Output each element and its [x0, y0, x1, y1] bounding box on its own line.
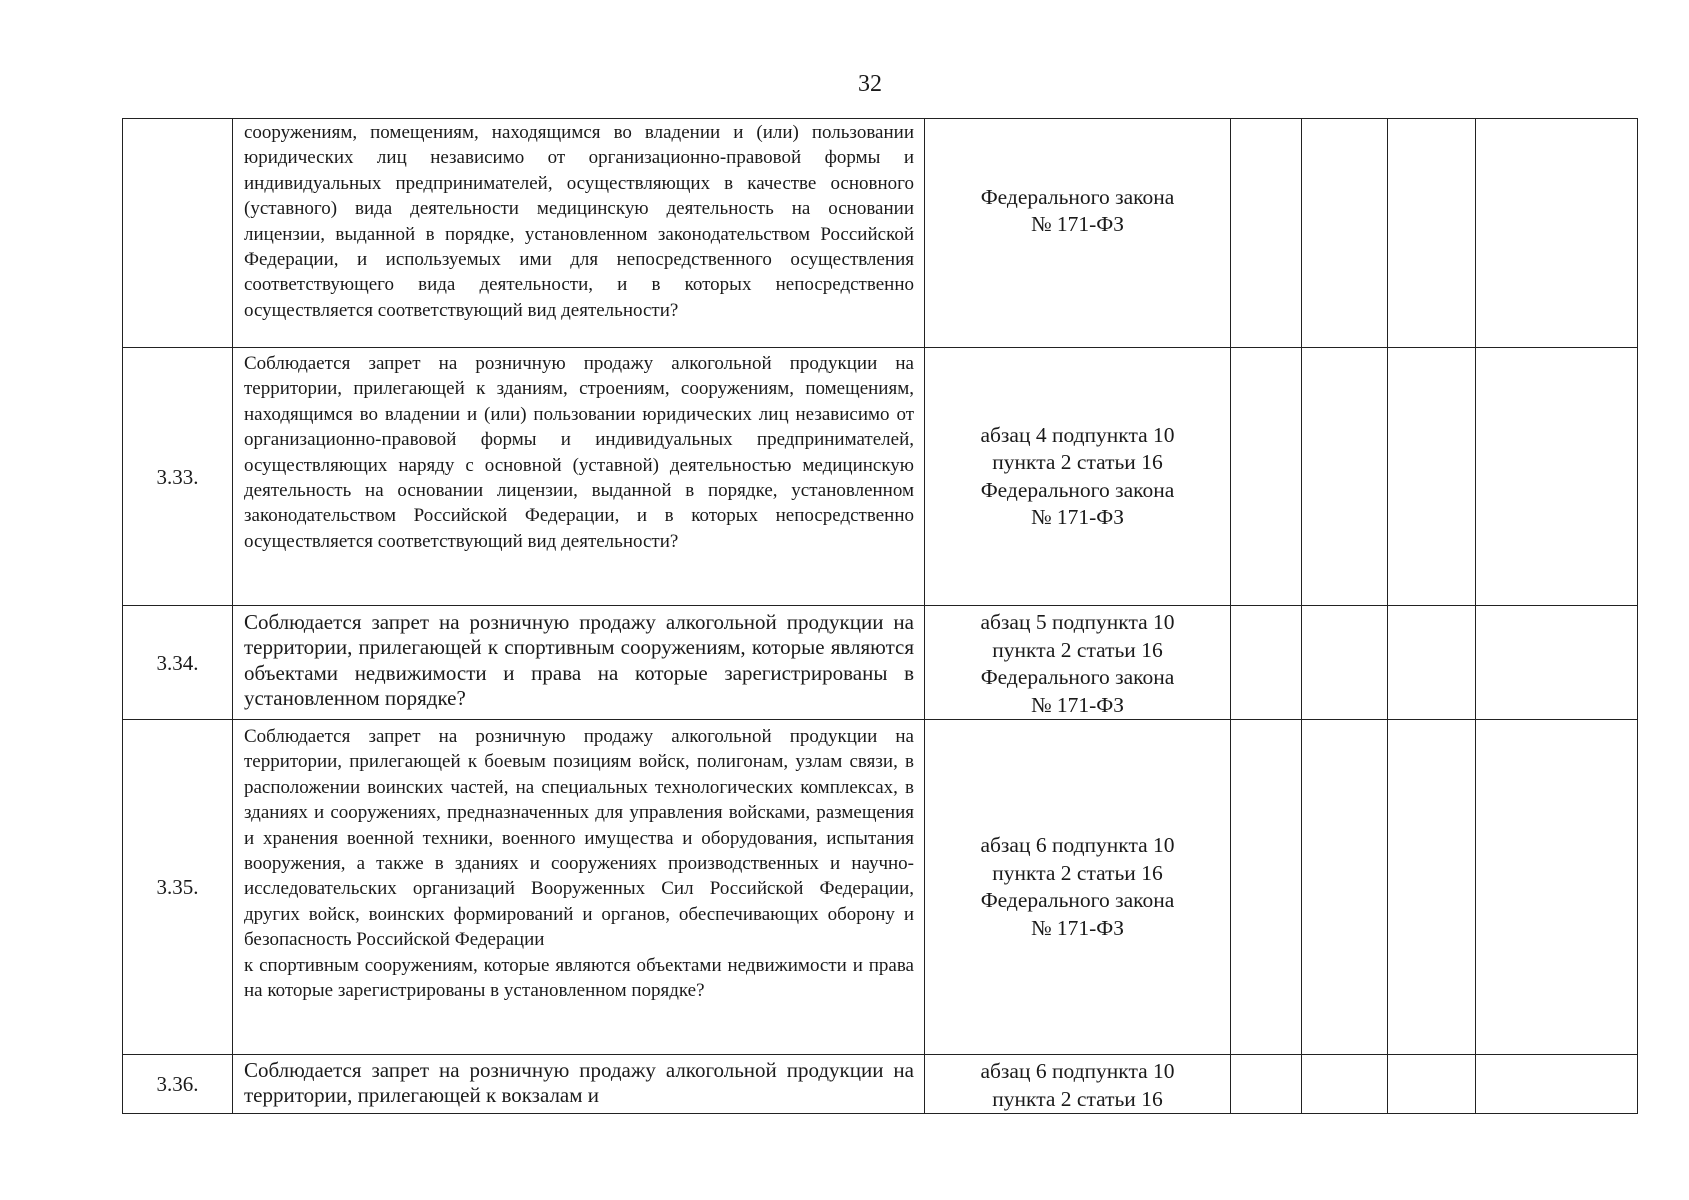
table-row	[123, 1055, 1638, 1114]
checklist-table	[122, 118, 1638, 1114]
answer-cell-no[interactable]	[1302, 348, 1388, 606]
question-text	[233, 606, 925, 720]
answer-cell-note[interactable]	[1476, 720, 1638, 1055]
answer-cell-yes[interactable]	[1231, 720, 1302, 1055]
legal-basis	[925, 348, 1231, 606]
legal-basis-text: абзац 6 подпункта 10 пункта 2 статьи 16	[980, 1059, 1175, 1111]
answer-cell-na[interactable]	[1388, 720, 1476, 1055]
row-number: 3.34.	[123, 606, 233, 720]
answer-cell-na[interactable]	[1388, 119, 1476, 348]
row-number: 3.36.	[123, 1055, 233, 1114]
question-text	[233, 720, 925, 1055]
answer-cell-yes[interactable]	[1231, 606, 1302, 720]
table-row	[123, 348, 1638, 606]
answer-cell-na[interactable]	[1388, 606, 1476, 720]
legal-basis	[925, 1055, 1231, 1114]
legal-basis	[925, 119, 1231, 348]
question-text-body: сооружениям, помещениям, находящимся во владении и (или) пользовании юридических лиц независимо от организационно-правовой формы и индивидуальных предпринимателей, осуществляющих в качестве основного (уставного) вида деятельности медицинскую деятельность на основании лицензии, выданной в порядке, установленном законодательством Российской Федерации, и используемых ими для непосредственного осуществления соответствующего вида деятельности, и в которых непосредственно осуществляется соответствующий вид деятельности?	[244, 122, 914, 321]
answer-cell-yes[interactable]	[1231, 1055, 1302, 1114]
question-text-body: Соблюдается запрет на розничную продажу алкогольной продукции на территории, прилегающей к вокзалам и	[244, 1058, 914, 1108]
question-text	[233, 119, 925, 348]
legal-basis-text: Федерального закона № 171-ФЗ	[980, 184, 1175, 236]
answer-cell-na[interactable]	[1388, 348, 1476, 606]
legal-basis	[925, 606, 1231, 720]
answer-cell-na[interactable]	[1388, 1055, 1476, 1114]
answer-cell-note[interactable]	[1476, 348, 1638, 606]
table-row	[123, 720, 1638, 1055]
question-text-continuation: к спортивным сооружениям, которые являются объектами недвижимости и права на которые зарегистрированы в установленном порядке?	[244, 954, 914, 1002]
answer-cell-note[interactable]	[1476, 1055, 1638, 1114]
question-text	[233, 348, 925, 606]
legal-basis-text: абзац 4 подпункта 10 пункта 2 статьи 16 Федерального закона № 171-ФЗ	[980, 422, 1175, 529]
answer-cell-note[interactable]	[1476, 606, 1638, 720]
legal-basis-text: абзац 5 подпункта 10 пункта 2 статьи 16 Федерального закона № 171-ФЗ	[980, 610, 1175, 717]
answer-cell-no[interactable]	[1302, 1055, 1388, 1114]
answer-cell-yes[interactable]	[1231, 119, 1302, 348]
row-number	[123, 119, 233, 348]
question-text	[233, 1055, 925, 1114]
row-number: 3.33.	[123, 348, 233, 606]
question-text-body: Соблюдается запрет на розничную продажу алкогольной продукции на территории, прилегающей к зданиям, строениям, сооружениям, помещениям, находящимся во владении и (или) пользовании юридических лиц независимо от организационно-правовой формы и индивидуальных предпринимателей, осуществляющих наряду с основной (уставной) деятельностью медицинскую деятельность на основании лицензии, выданной в порядке, установленном законодательством Российской Федерации, и в которых непосредственно осуществляется соответствующий вид деятельности?	[244, 353, 914, 552]
page-number: 32	[858, 71, 882, 97]
answer-cell-no[interactable]	[1302, 720, 1388, 1055]
question-text-body: Соблюдается запрет на розничную продажу алкогольной продукции на территории, прилегающей к спортивным сооружениям, которые являются объектами недвижимости и права на которые зарегистрированы в установленном порядке?	[244, 610, 914, 711]
answer-cell-yes[interactable]	[1231, 348, 1302, 606]
answer-cell-no[interactable]	[1302, 606, 1388, 720]
legal-basis	[925, 720, 1231, 1055]
legal-basis-text: абзац 6 подпункта 10 пункта 2 статьи 16 Федерального закона № 171-ФЗ	[980, 833, 1175, 940]
row-number: 3.35.	[123, 720, 233, 1055]
answer-cell-note[interactable]	[1476, 119, 1638, 348]
table-row	[123, 606, 1638, 720]
question-text-body: Соблюдается запрет на розничную продажу алкогольной продукции на территории, прилегающей к боевым позициям войск, полигонам, узлам связи, в расположении воинских частей, на специальных технологических комплексах, в зданиях и сооружениях, предназначенных для управления войсками, размещения и хранения военной техники, военного имущества и оборудования, испытания вооружения, а также в зданиях и сооружениях производственных и научно-исследовательских организаций Вооруженных Сил Российской Федерации, других войск, воинских формирований и органов, обеспечивающих оборону и безопасность Российской Федерации	[244, 726, 914, 951]
table-row	[123, 119, 1638, 348]
answer-cell-no[interactable]	[1302, 119, 1388, 348]
